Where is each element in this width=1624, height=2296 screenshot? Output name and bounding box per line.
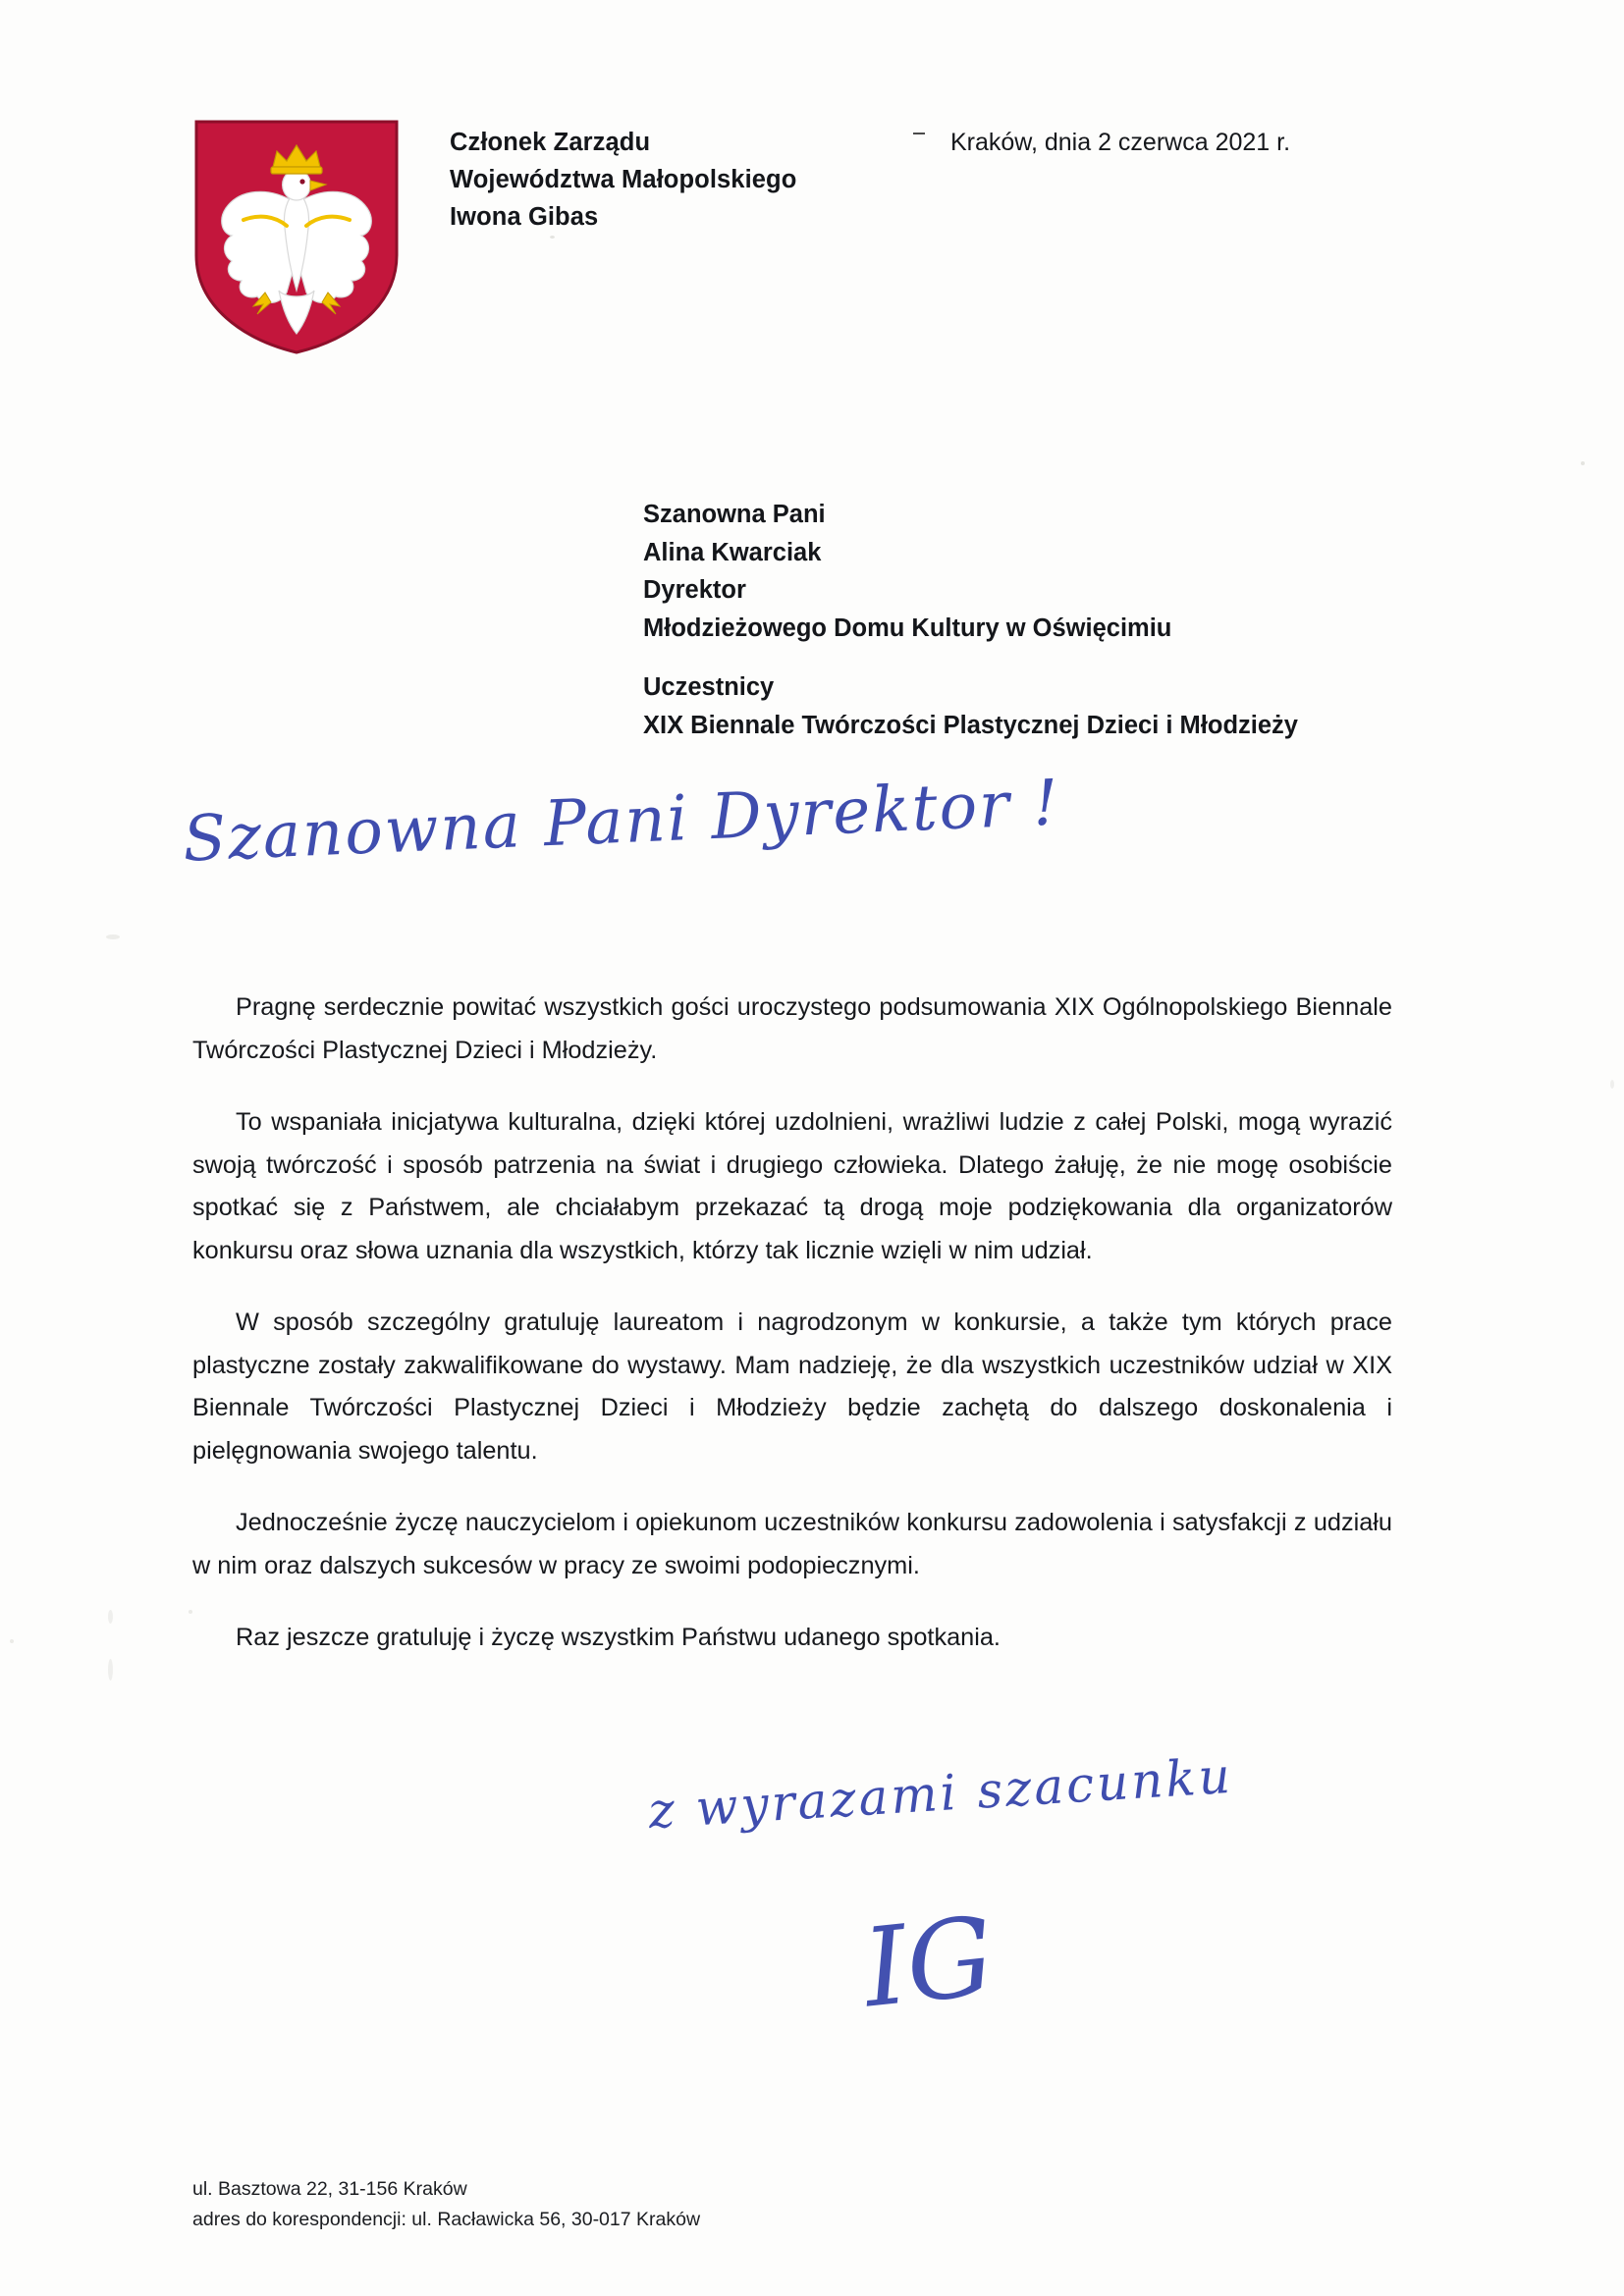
addressee-secondary-line-1: Uczestnicy [643,673,775,701]
scan-speck [108,1610,113,1624]
sender-block [450,124,796,236]
place-and-date: Kraków, dnia 2 czerwca 2021 r. [950,129,1291,156]
malopolska-coat-of-arms-icon [192,118,401,356]
addressee-block [643,496,1298,744]
body-paragraph: To wspaniała inicjatywa kulturalna, dzięki której uzdolnieni, wrażliwi ludzie z całej Polski, mogą wyrazić swoją twórczość i sposób patrzenia na świat i drugiego człowieka. Dlatego żałuję, że nie mogę osobiście spotkać się z Państwem, ale chciałabym przekazać tą drogą moje podziękowania dla organizatorów konkursu oraz słowa uznania dla wszystkich, którzy tak licznie wzięli w nim udział. [192,1108,1392,1264]
sender-line-1: Członek Zarządu [450,129,651,156]
addressee-line-1: Szanowna Pani [643,501,826,528]
addressee-secondary-line-2: XIX Biennale Twórczości Plastycznej Dzieci i Młodzieży [643,711,1298,739]
addressee-line-2: Alina Kwarciak [643,538,822,566]
body-paragraph: Pragnę serdecznie powitać wszystkich gości uroczystego podsumowania XIX Ogólnopolskiego Biennale Twórczości Plastycznej Dzieci i Młodzieży. [192,993,1392,1064]
letter-header [0,108,1624,363]
scan-speck [10,1639,14,1643]
scan-speck [106,934,120,939]
handwritten-signature: IG [857,1893,1000,2032]
scan-speck [1610,1080,1614,1089]
body-paragraph: W sposób szczególny gratuluję laureatom i nagrodzonym w konkursie, a także tym których prace plastyczne zostały zakwalifikowane do wystawy. Mam nadzieję, że dla wszystkich uczestników udział w XIX Biennale Twórczości Plastycznej Dzieci i Młodzieży będzie zachętą do dalszego doskonalenia i pielęgnowania swojego talentu. [192,1308,1392,1465]
sender-line-2: Województwa Małopolskiego [450,166,797,193]
handwritten-salutation: Szanowna Pani Dyrektor ! [181,767,1062,877]
stray-dash-mark [913,133,925,134]
footer-correspondence-line: adres do korespondencji: ul. Racławicka 56, 30-017 Kraków [192,2209,701,2230]
addressee-line-4: Młodzieżowego Domu Kultury w Oświęcimiu [643,614,1172,642]
letter-body [192,987,1392,1660]
addressee-spacer [643,647,1298,668]
scan-speck [108,1659,113,1681]
scan-speck [1581,461,1585,465]
handwritten-signoff: z wyrazami szacunku [646,1746,1235,1841]
addressee-line-3: Dyrektor [643,576,746,604]
body-paragraph: Jednocześnie życzę nauczycielom i opiekunom uczestników konkursu zadowolenia i satysfakcji z udziału w nim oraz dalszych sukcesów w pracy ze swoimi podopiecznymi. [192,1509,1392,1579]
letter-footer [192,2174,700,2235]
sender-line-3: Iwona Gibas [450,203,599,231]
footer-address-line: ul. Basztowa 22, 31-156 Kraków [192,2178,467,2200]
body-paragraph: Raz jeszcze gratuluję i życzę wszystkim Państwu udanego spotkania. [236,1624,1001,1651]
